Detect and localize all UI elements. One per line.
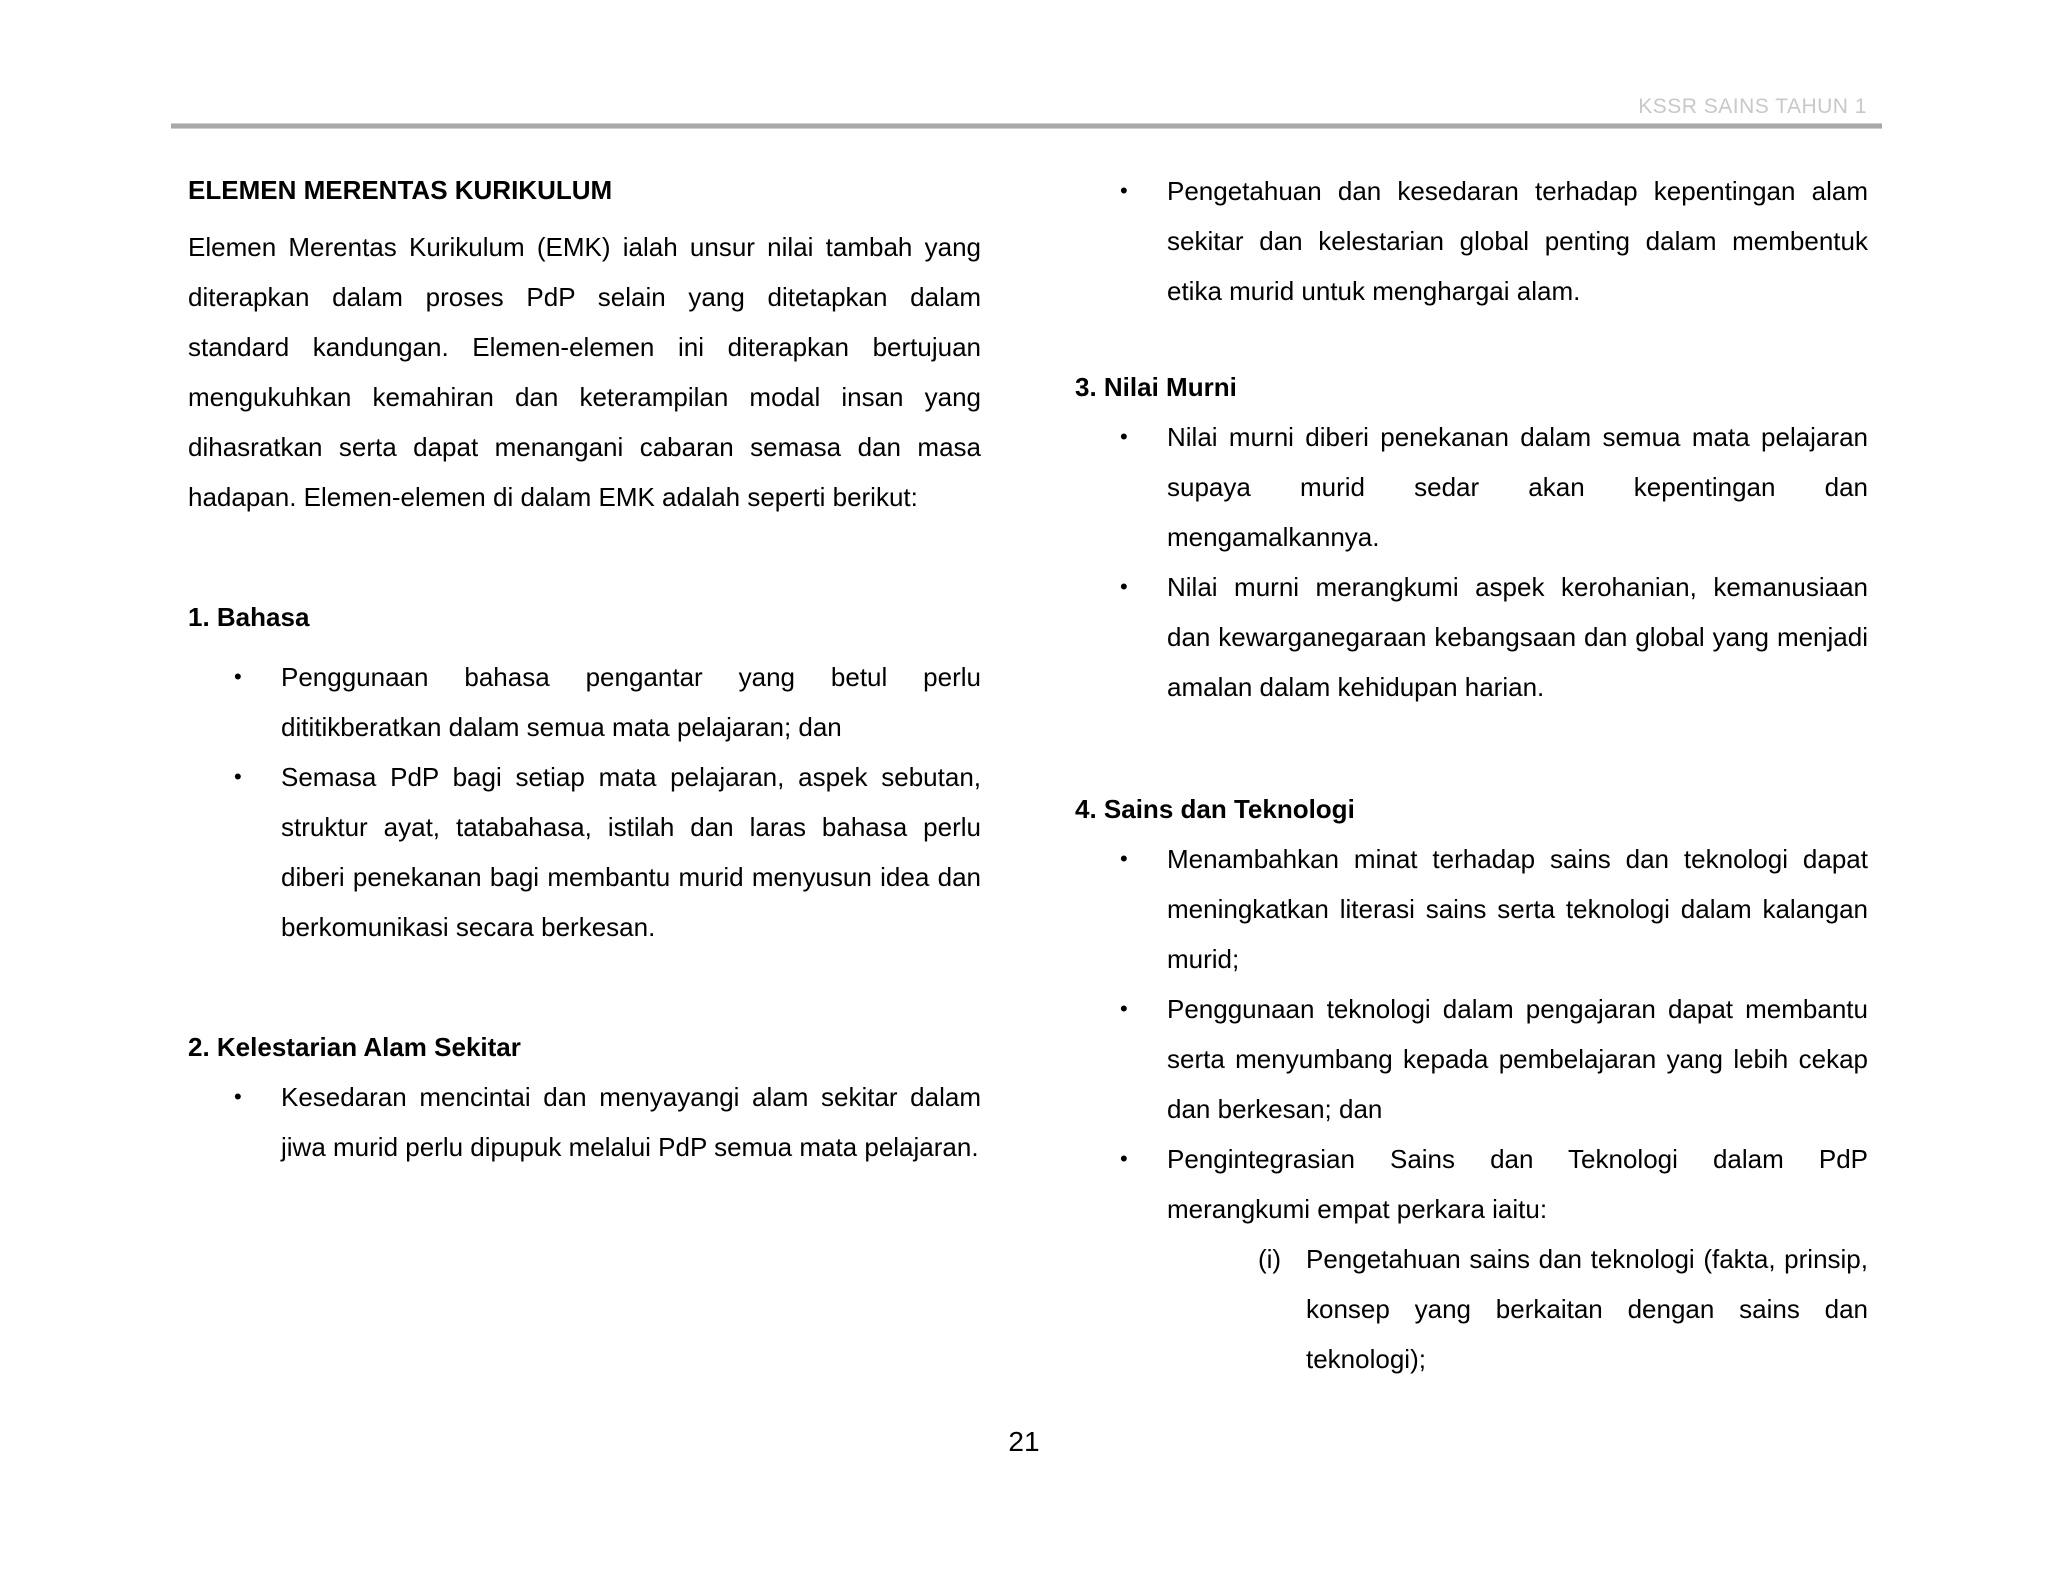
- intro-paragraph: Elemen Merentas Kurikulum (EMK) ialah unsur nilai tambah yang diterapkan dalam proses PdP selain yang ditetapkan dalam standard kandungan. Elemen-elemen ini diterapkan bertujuan mengukuhkan kemahiran dan keterampilan modal insan yang dihasratkan serta dapat menangani cabaran semasa dan masa hadapan. Elemen-elemen di dalam EMK adalah seperti berikut:: [188, 232, 981, 512]
- sub-list-item: [1075, 1234, 1868, 1384]
- bullet-icon: •: [234, 664, 242, 689]
- sub-item-marker: (i): [1258, 1244, 1282, 1274]
- list-item: [1075, 1134, 1868, 1234]
- list-item: [188, 752, 981, 952]
- bullet-list: [188, 652, 981, 952]
- section-kelestarian-alam-sekitar: [188, 1022, 981, 1172]
- header-title: KSSR SAINS TAHUN 1: [1638, 95, 1867, 118]
- page-number: 21: [1008, 1426, 1040, 1457]
- list-item-text: Penggunaan bahasa pengantar yang betul perlu dititikberatkan dalam semua mata pelajaran; dan: [281, 662, 981, 742]
- bullet-icon: •: [1120, 424, 1128, 449]
- list-item: [188, 652, 981, 752]
- bullet-icon: •: [1120, 846, 1128, 871]
- bullet-list: [1075, 834, 1868, 1234]
- list-item-text: Menambahkan minat terhadap sains dan teknologi dapat meningkatkan literasi sains serta teknologi dalam kalangan murid;: [1167, 844, 1868, 974]
- list-item: [1075, 984, 1868, 1134]
- bullet-list: [188, 1072, 981, 1172]
- section-heading: 3. Nilai Murni: [1075, 372, 1237, 402]
- sub-item-text: Pengetahuan sains dan teknologi (fakta, prinsip, konsep yang berkaitan dengan sains dan teknologi);: [1306, 1244, 1868, 1374]
- list-item: [188, 1072, 981, 1172]
- page-header: [171, 88, 1882, 132]
- list-item-text: Nilai murni merangkumi aspek kerohanian, kemanusiaan dan kewarganegaraan kebangsaan dan global yang menjadi amalan dalam kehidupan harian.: [1167, 572, 1868, 702]
- left-column: [188, 168, 981, 1172]
- list-item: [1075, 834, 1868, 984]
- bullet-icon: •: [234, 1084, 242, 1109]
- list-item: [1075, 562, 1868, 712]
- list-item: [1075, 166, 1868, 316]
- bullet-icon: •: [1120, 178, 1128, 203]
- section-sains-dan-teknologi: [1075, 784, 1868, 1384]
- section-bahasa: [188, 592, 981, 952]
- list-item-text: Nilai murni diberi penekanan dalam semua mata pelajaran supaya murid sedar akan kepentingan dan mengamalkannya.: [1167, 422, 1868, 552]
- bullet-list: [1075, 412, 1868, 712]
- bullet-list: [1075, 166, 1868, 316]
- list-item-text: Pengintegrasian Sains dan Teknologi dalam PdP merangkumi empat perkara iaitu:: [1167, 1144, 1868, 1224]
- section-heading: 2. Kelestarian Alam Sekitar: [188, 1032, 521, 1062]
- list-item-text: Penggunaan teknologi dalam pengajaran dapat membantu serta menyumbang kepada pembelajaran yang lebih cekap dan berkesan; dan: [1167, 994, 1868, 1124]
- section-heading: 1. Bahasa: [188, 602, 310, 632]
- list-item-text: Kesedaran mencintai dan menyayangi alam sekitar dalam jiwa murid perlu dipupuk melalui PdP semua mata pelajaran.: [281, 1082, 981, 1162]
- list-item-text: Pengetahuan dan kesedaran terhadap kepentingan alam sekitar dan kelestarian global penting dalam membentuk etika murid untuk menghargai alam.: [1167, 176, 1868, 306]
- spacer: [188, 522, 981, 572]
- bullet-icon: •: [1120, 574, 1128, 599]
- right-column: [1075, 166, 1868, 1384]
- list-item: [1075, 412, 1868, 562]
- header-rule: [171, 123, 1882, 129]
- bullet-icon: •: [1120, 1146, 1128, 1171]
- bullet-icon: •: [234, 764, 242, 789]
- section-nilai-murni: [1075, 362, 1868, 712]
- bullet-icon: •: [1120, 996, 1128, 1021]
- section-heading: 4. Sains dan Teknologi: [1075, 794, 1355, 824]
- list-item-text: Semasa PdP bagi setiap mata pelajaran, aspek sebutan, struktur ayat, tatabahasa, istilah dan laras bahasa perlu diberi penekanan bagi membantu murid menyusun idea dan berkomunikasi secara berkesan.: [281, 762, 981, 942]
- document-section-title: ELEMEN MERENTAS KURIKULUM: [188, 175, 613, 205]
